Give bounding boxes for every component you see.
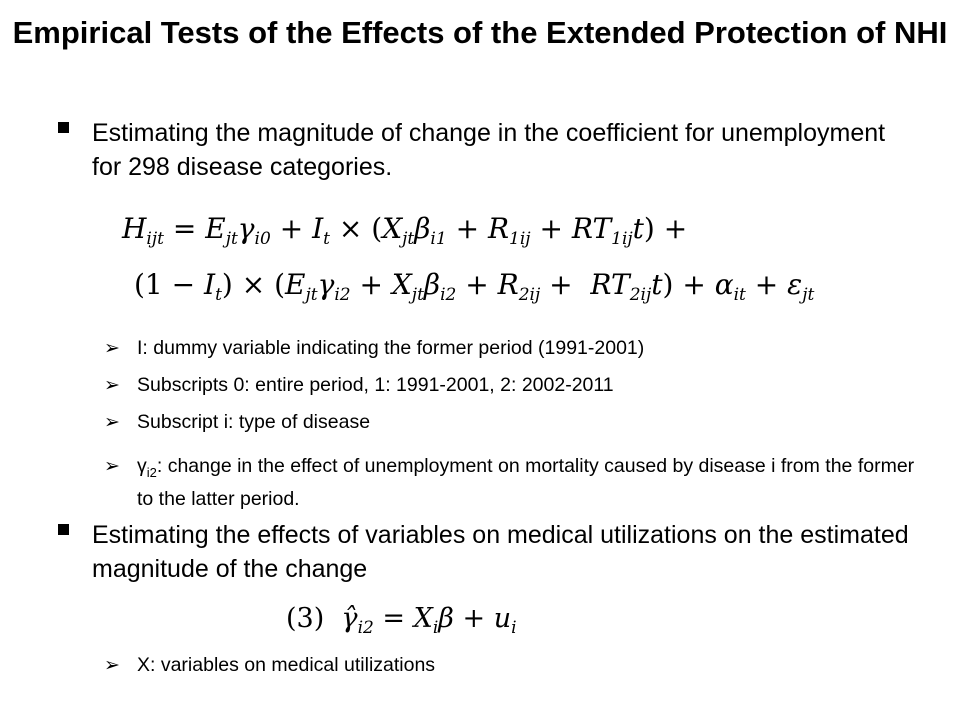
- slide-title: Empirical Tests of the Effects of the Extended Protection of NHI: [12, 15, 948, 50]
- square-bullet-icon: [58, 122, 69, 133]
- arrow-bullet-icon: ➢: [104, 655, 120, 676]
- gamma-symbol: γ: [137, 455, 147, 477]
- sub-bullet-text: Subscript i: type of disease: [137, 411, 371, 433]
- arrow-bullet-icon: ➢: [104, 412, 120, 433]
- sub-bullet-text: [137, 453, 917, 513]
- sub-bullet-text: I: dummy variable indicating the former period (1991-2001): [137, 337, 645, 359]
- equation-1-line-2: $(1 - I_t) \times (E_{jt}\gamma_{i2} + X_{jt}\beta_{i2} + R_{2ij} + RT_{2ij}t) + \alpha_{it} + \varepsilon_{jt}$: [134, 268, 815, 305]
- equation-1-line-1: $H_{ijt} = E_{jt}\gamma_{i0} + I_t \times (X_{jt}\beta_{i1} + R_{1ij} + RT_{1ij}t)$ +: [122, 212, 688, 249]
- sub-bullet-4-text: : change in the effect of unemployment on mortality caused by disease i from the former to the latter period.: [137, 455, 915, 510]
- sub-bullet-text: Subscripts 0: entire period, 1: 1991-2001, 2: 2002-2011: [137, 374, 614, 396]
- equation-2: (3) $\gammâ_{i2} = X_i\beta + u_i$: [286, 603, 517, 638]
- gamma-subscript: i2: [146, 464, 157, 480]
- arrow-bullet-icon: ➢: [104, 456, 120, 477]
- bullet-text: Estimating the magnitude of change in the coefficient for unemployment for 298 disease categories.: [92, 119, 886, 181]
- arrow-bullet-icon: ➢: [104, 338, 120, 359]
- sub-bullet-text: X: variables on medical utilizations: [137, 654, 436, 676]
- square-bullet-icon: [58, 524, 69, 535]
- arrow-bullet-icon: ➢: [104, 375, 120, 396]
- bullet-text: Estimating the effects of variables on medical utilizations on the estimated magnitude of the change: [92, 521, 909, 583]
